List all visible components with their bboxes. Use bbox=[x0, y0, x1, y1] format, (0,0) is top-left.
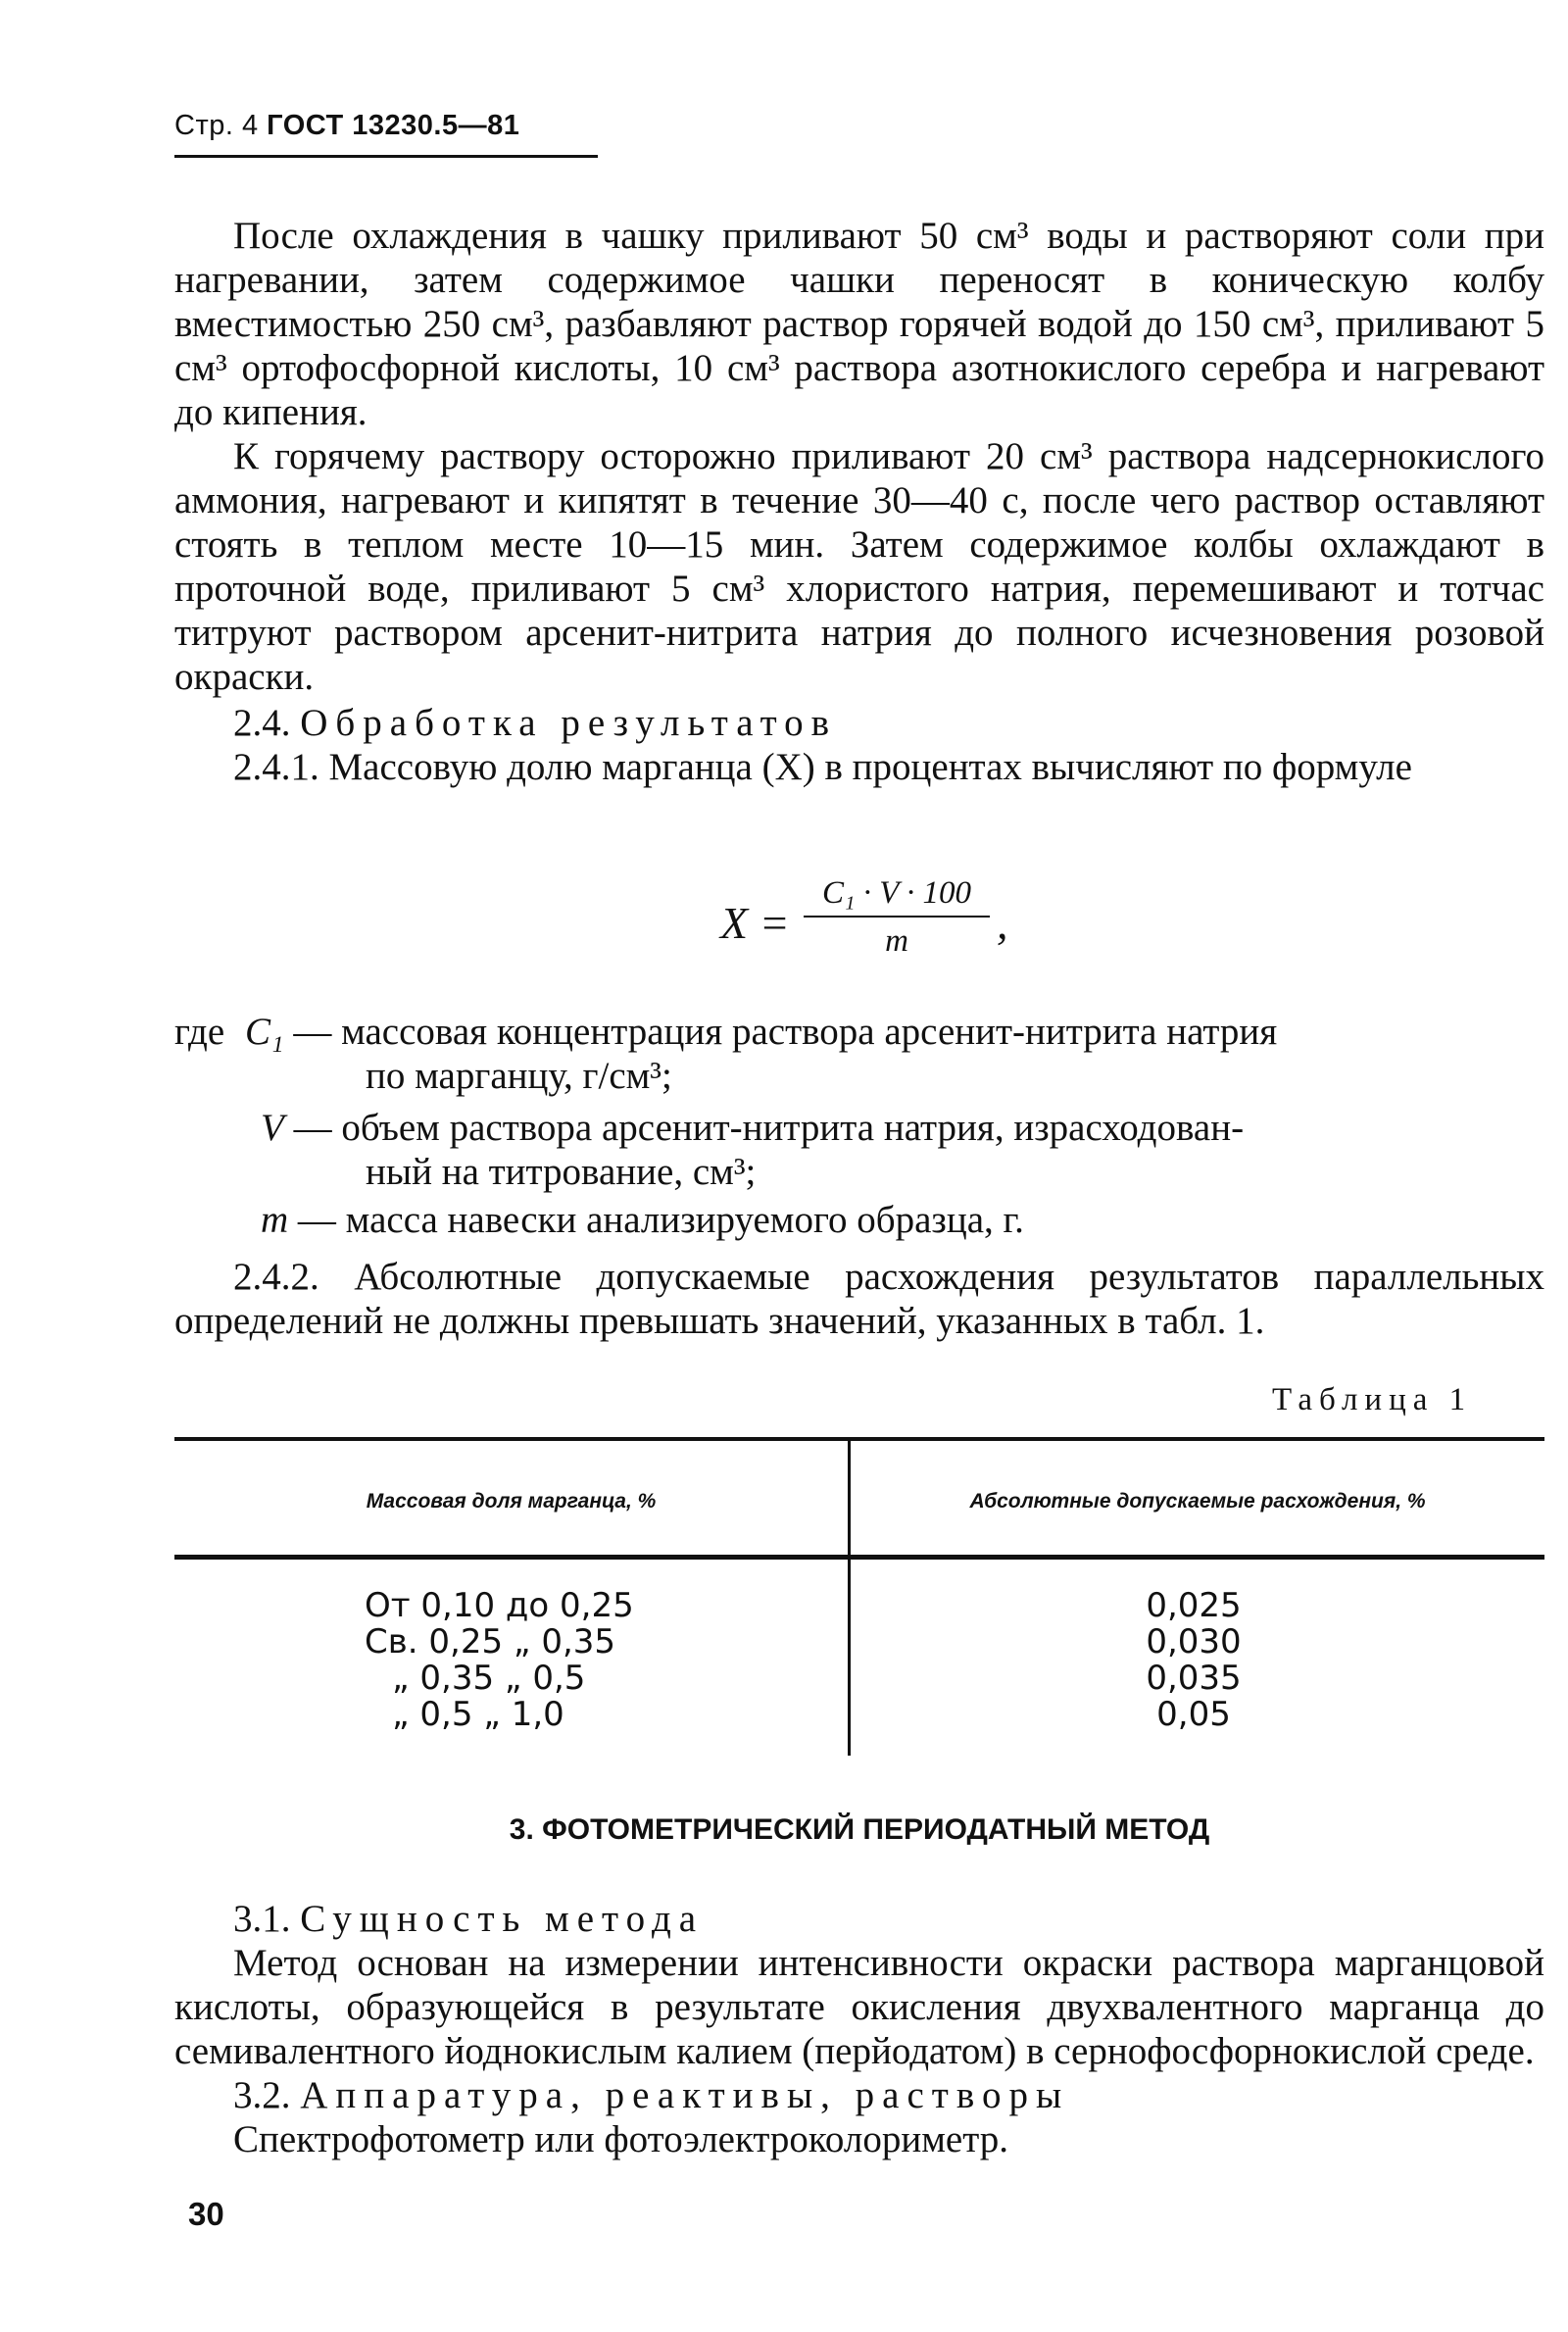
formula-numerator: C₁ · V · 100 bbox=[804, 875, 990, 918]
heading-3-2-text: Аппаратура, реактивы, растворы bbox=[300, 2074, 1070, 2116]
table-cell-value: 0,035 bbox=[1146, 1659, 1242, 1698]
heading-3-2 bbox=[174, 2073, 1544, 2117]
table-header-col2: Абсолютные допускаемые расхождения, % bbox=[969, 1490, 1426, 1513]
formula-denominator: m bbox=[885, 923, 908, 959]
def-m-text: масса навески анализируемого образца, г. bbox=[345, 1199, 1024, 1241]
where-intro: где bbox=[174, 1011, 225, 1053]
paragraph-3-1: Метод основан на измерении интенсивности окраски раствора марганцовой кислоты, образующейся в результате окисления двухвалентного марганца до семивалентного йоднокислым калием (перйодатом) в сернофосфорнокислой среде. bbox=[174, 1942, 1544, 2072]
table-header-col1: Массовая доля марганца, % bbox=[366, 1490, 657, 1513]
table-col1-cells bbox=[174, 1588, 848, 1733]
formula-fraction bbox=[804, 875, 990, 960]
def-c1-cont: по марганцу, г/см³; bbox=[366, 1055, 672, 1097]
table-cell-value: 0,025 bbox=[1146, 1586, 1242, 1625]
standard-code: ГОСТ 13230.5—81 bbox=[267, 110, 520, 141]
table-cell-range: От 0,10 до 0,25 bbox=[365, 1586, 634, 1625]
heading-2-4 bbox=[174, 701, 1544, 745]
top-text-block bbox=[174, 214, 1544, 789]
table-cell-range: „ 0,35 „ 0,5 bbox=[392, 1659, 586, 1698]
heading-3-1 bbox=[174, 1897, 1544, 1941]
page-header bbox=[174, 110, 519, 142]
formula-comma: , bbox=[997, 898, 1008, 948]
dash: — bbox=[293, 1107, 332, 1149]
section-3-title: 3. ФОТОМЕТРИЧЕСКИЙ ПЕРИОДАТНЫЙ МЕТОД bbox=[509, 1813, 1210, 1846]
heading-2-4-text: Обработка результатов bbox=[300, 702, 838, 744]
symbol-c1: C₁ bbox=[245, 1011, 284, 1053]
def-v-text: объем раствора арсенит-нитрита натрия, израсходован- bbox=[341, 1107, 1245, 1149]
formula-lhs: X = bbox=[720, 898, 790, 948]
paragraph-2-4-1: 2.4.1. Массовую долю марганца (X) в процентах вычисляют по формуле bbox=[233, 746, 1412, 788]
heading-2-4-num: 2.4. bbox=[233, 702, 291, 744]
header-rule bbox=[174, 155, 598, 158]
dash: — bbox=[293, 1011, 332, 1053]
paragraph-3-2: Спектрофотометр или фотоэлектроколориметр. bbox=[233, 2118, 1008, 2160]
dash: — bbox=[297, 1199, 336, 1241]
table-cell-range: Св. 0,25 „ 0,35 bbox=[365, 1622, 616, 1662]
paragraph-2-4-2: 2.4.2. Абсолютные допускаемые расхождения результатов параллельных определений не должны превышать значений, указанных в табл. 1. bbox=[174, 1256, 1544, 1342]
symbol-v: V bbox=[261, 1107, 284, 1149]
table-caption: Таблица 1 bbox=[1272, 1382, 1473, 1417]
table-header-rule bbox=[174, 1555, 1544, 1560]
def-row-v bbox=[261, 1106, 1244, 1150]
table-cell-value: 0,030 bbox=[1146, 1622, 1242, 1662]
heading-3-1-num: 3.1. bbox=[233, 1898, 291, 1940]
table-cell-value: 0,05 bbox=[1156, 1695, 1231, 1734]
table-cell-range: „ 0,5 „ 1,0 bbox=[392, 1695, 564, 1734]
table-top-rule bbox=[174, 1437, 1544, 1441]
heading-3-1-text: Сущность метода bbox=[300, 1898, 705, 1940]
section-3-block bbox=[174, 1897, 1544, 2161]
page-number: 30 bbox=[188, 2196, 224, 2232]
def-row-c1 bbox=[245, 1010, 1277, 1054]
paragraph-heating: К горячему раствору осторожно приливают 20 см³ раствора надсернокислого аммония, нагревают и кипятят в течение 30—40 с, после чего раствор оставляют стоять в теплом месте 10—15 мин. Затем содержимое колбы охлаждают в проточной воде, приливают 5 см³ хлористого натрия, перемешивают и тотчас титруют раствором арсенит-нитрита натрия до полного исчезновения розовой окраски. bbox=[174, 435, 1544, 698]
table-col2-cells bbox=[851, 1588, 1537, 1733]
page-label: Стр. 4 bbox=[174, 110, 259, 141]
paragraph-2-4-2-block bbox=[174, 1255, 1544, 1343]
formula bbox=[720, 875, 1008, 959]
def-v-cont: ный на титрование, см³; bbox=[366, 1151, 757, 1193]
paragraph-cooling: После охлаждения в чашку приливают 50 см³ воды и растворяют соли при нагревании, затем содержимое чашки переносят в коническую колбу вместимостью 250 см³, разбавляют раствор горячей водой до 150 см³, приливают 5 см³ ортофосфорной кислоты, 10 см³ раствора азотнокислого серебра и нагревают до кипения. bbox=[174, 215, 1544, 433]
symbol-m: m bbox=[261, 1199, 289, 1241]
heading-3-2-num: 3.2. bbox=[233, 2074, 291, 2116]
def-row-m bbox=[261, 1198, 1024, 1242]
def-c1-text: массовая концентрация раствора арсенит-нитрита натрия bbox=[341, 1011, 1278, 1053]
